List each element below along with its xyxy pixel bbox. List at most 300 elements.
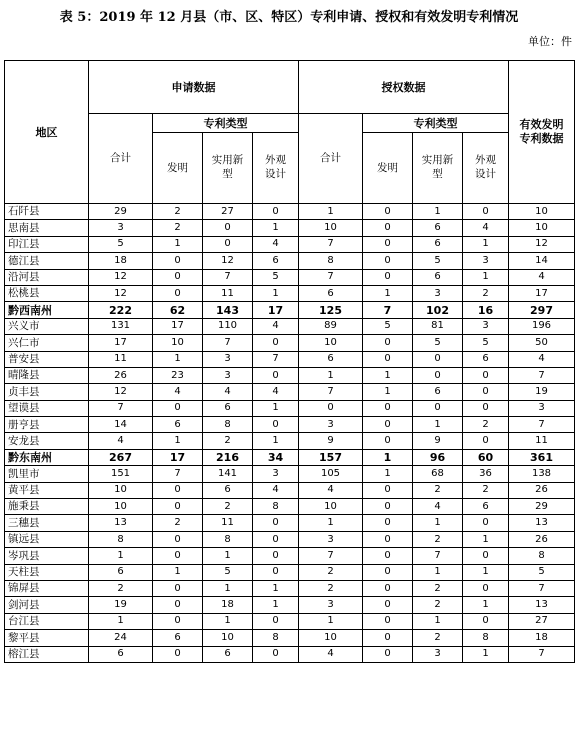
- cell-value: 0: [253, 515, 299, 531]
- table-row-subtotal: [5, 302, 575, 318]
- table-row: [5, 236, 575, 252]
- region-name: 台江县: [5, 613, 89, 629]
- cell-value: 0: [363, 515, 413, 531]
- cell-value: 3: [89, 220, 153, 236]
- cell-value: 6: [299, 285, 363, 301]
- cell-value: 5: [253, 269, 299, 285]
- cell-value: 2: [463, 285, 509, 301]
- cell-value: 0: [463, 367, 509, 383]
- cell-value: 0: [153, 285, 203, 301]
- cell-value: 0: [363, 335, 413, 351]
- cell-value: 11: [509, 433, 575, 449]
- cell-value: 8: [203, 531, 253, 547]
- cell-value: 7: [203, 269, 253, 285]
- cell-value: 1: [363, 367, 413, 383]
- cell-value: 110: [203, 318, 253, 334]
- table-row: [5, 220, 575, 236]
- region-name: 岑巩县: [5, 548, 89, 564]
- cell-value: 0: [203, 220, 253, 236]
- table-row: [5, 515, 575, 531]
- cell-value: 1: [363, 384, 413, 400]
- cell-value: 4: [509, 269, 575, 285]
- cell-value: 6: [413, 236, 463, 252]
- cell-value: 12: [89, 285, 153, 301]
- cell-value: 1: [153, 351, 203, 367]
- cell-value: 19: [89, 597, 153, 613]
- patent-table: [4, 60, 575, 663]
- cell-value: 17: [509, 285, 575, 301]
- cell-value: 143: [203, 302, 253, 318]
- cell-value: 2: [299, 564, 363, 580]
- cell-value: 0: [253, 417, 299, 433]
- cell-value: 8: [299, 253, 363, 269]
- cell-value: 1: [413, 515, 463, 531]
- cell-value: 0: [363, 597, 413, 613]
- cell-value: 3: [509, 400, 575, 416]
- cell-value: 0: [463, 204, 509, 220]
- cell-value: 222: [89, 302, 153, 318]
- cell-value: 0: [363, 269, 413, 285]
- cell-value: 0: [413, 400, 463, 416]
- cell-value: 0: [153, 531, 203, 547]
- cell-value: 18: [89, 253, 153, 269]
- region-name: 思南县: [5, 220, 89, 236]
- cell-value: 0: [363, 548, 413, 564]
- cell-value: 141: [203, 466, 253, 482]
- cell-value: 1: [153, 236, 203, 252]
- cell-value: 12: [89, 269, 153, 285]
- cell-value: 10: [299, 499, 363, 515]
- header-app-design: 外观设计: [253, 133, 299, 204]
- table-row: [5, 630, 575, 646]
- cell-value: 5: [203, 564, 253, 580]
- table-row: [5, 597, 575, 613]
- region-name: 安龙县: [5, 433, 89, 449]
- cell-value: 0: [253, 564, 299, 580]
- cell-value: 9: [299, 433, 363, 449]
- cell-value: 19: [509, 384, 575, 400]
- cell-value: 7: [299, 269, 363, 285]
- cell-value: 7: [89, 400, 153, 416]
- cell-value: 2: [463, 482, 509, 498]
- cell-value: 0: [253, 613, 299, 629]
- table-row: [5, 564, 575, 580]
- cell-value: 0: [363, 646, 413, 662]
- header-grant-invention: 发明: [363, 133, 413, 204]
- cell-value: 81: [413, 318, 463, 334]
- cell-value: 8: [203, 417, 253, 433]
- cell-value: 2: [89, 580, 153, 596]
- table-row: [5, 499, 575, 515]
- cell-value: 3: [463, 318, 509, 334]
- header-application: 申请数据: [89, 61, 299, 114]
- cell-value: 0: [363, 564, 413, 580]
- cell-value: 10: [299, 220, 363, 236]
- cell-value: 4: [509, 351, 575, 367]
- region-name: 剑河县: [5, 597, 89, 613]
- cell-value: 6: [413, 269, 463, 285]
- cell-value: 0: [363, 580, 413, 596]
- region-name: 黔西南州: [5, 302, 89, 318]
- header-app-total: 合计: [89, 114, 153, 204]
- region-name: 三穗县: [5, 515, 89, 531]
- region-name: 黄平县: [5, 482, 89, 498]
- cell-value: 0: [153, 613, 203, 629]
- cell-value: 8: [89, 531, 153, 547]
- header-app-type: 专利类型: [153, 114, 299, 133]
- cell-value: 5: [413, 335, 463, 351]
- cell-value: 0: [253, 367, 299, 383]
- cell-value: 1: [363, 466, 413, 482]
- cell-value: 27: [203, 204, 253, 220]
- cell-value: 17: [153, 449, 203, 465]
- cell-value: 10: [509, 220, 575, 236]
- cell-value: 12: [509, 236, 575, 252]
- header-grant-total: 合计: [299, 114, 363, 204]
- cell-value: 1: [253, 580, 299, 596]
- cell-value: 34: [253, 449, 299, 465]
- cell-value: 6: [203, 482, 253, 498]
- cell-value: 3: [299, 417, 363, 433]
- cell-value: 102: [413, 302, 463, 318]
- cell-value: 18: [509, 630, 575, 646]
- cell-value: 0: [153, 646, 203, 662]
- cell-value: 361: [509, 449, 575, 465]
- cell-value: 7: [363, 302, 413, 318]
- cell-value: 62: [153, 302, 203, 318]
- table-row: [5, 269, 575, 285]
- cell-value: 8: [509, 548, 575, 564]
- cell-value: 2: [463, 417, 509, 433]
- cell-value: 2: [413, 580, 463, 596]
- region-name: 榕江县: [5, 646, 89, 662]
- cell-value: 1: [413, 564, 463, 580]
- cell-value: 138: [509, 466, 575, 482]
- cell-value: 0: [363, 499, 413, 515]
- cell-value: 4: [89, 433, 153, 449]
- cell-value: 17: [89, 335, 153, 351]
- cell-value: 10: [299, 630, 363, 646]
- cell-value: 0: [153, 482, 203, 498]
- header-valid: 有效发明专利数据: [509, 61, 575, 204]
- cell-value: 6: [153, 417, 203, 433]
- cell-value: 10: [509, 204, 575, 220]
- cell-value: 6: [413, 220, 463, 236]
- table-row: [5, 646, 575, 662]
- table-row: [5, 613, 575, 629]
- cell-value: 7: [509, 580, 575, 596]
- table-row: [5, 367, 575, 383]
- table-row: [5, 335, 575, 351]
- cell-value: 2: [203, 433, 253, 449]
- cell-value: 0: [253, 531, 299, 547]
- cell-value: 4: [299, 482, 363, 498]
- table-row: [5, 580, 575, 596]
- cell-value: 3: [299, 597, 363, 613]
- cell-value: 1: [203, 580, 253, 596]
- cell-value: 0: [363, 482, 413, 498]
- cell-value: 1: [153, 564, 203, 580]
- cell-value: 10: [89, 499, 153, 515]
- header-app-utility: 实用新型: [203, 133, 253, 204]
- cell-value: 1: [203, 548, 253, 564]
- region-name: 兴仁市: [5, 335, 89, 351]
- cell-value: 5: [363, 318, 413, 334]
- cell-value: 68: [413, 466, 463, 482]
- cell-value: 4: [253, 318, 299, 334]
- header-grant-utility: 实用新型: [413, 133, 463, 204]
- cell-value: 4: [463, 220, 509, 236]
- region-name: 镇远县: [5, 531, 89, 547]
- cell-value: 12: [89, 384, 153, 400]
- table-row: [5, 548, 575, 564]
- cell-value: 1: [299, 204, 363, 220]
- cell-value: 7: [509, 646, 575, 662]
- table-row: [5, 253, 575, 269]
- cell-value: 0: [413, 351, 463, 367]
- cell-value: 11: [203, 515, 253, 531]
- cell-value: 1: [363, 285, 413, 301]
- cell-value: 13: [509, 597, 575, 613]
- table-row: [5, 285, 575, 301]
- cell-value: 2: [413, 597, 463, 613]
- cell-value: 7: [299, 236, 363, 252]
- cell-value: 4: [153, 384, 203, 400]
- cell-value: 0: [363, 220, 413, 236]
- cell-value: 8: [463, 630, 509, 646]
- cell-value: 0: [463, 580, 509, 596]
- cell-value: 6: [89, 646, 153, 662]
- cell-value: 0: [153, 400, 203, 416]
- cell-value: 17: [253, 302, 299, 318]
- header-app-invention: 发明: [153, 133, 203, 204]
- cell-value: 8: [253, 499, 299, 515]
- cell-value: 2: [413, 531, 463, 547]
- cell-value: 5: [89, 236, 153, 252]
- cell-value: 297: [509, 302, 575, 318]
- cell-value: 3: [253, 466, 299, 482]
- cell-value: 1: [463, 236, 509, 252]
- table-row: [5, 482, 575, 498]
- cell-value: 7: [413, 548, 463, 564]
- cell-value: 6: [413, 384, 463, 400]
- cell-value: 1: [299, 367, 363, 383]
- cell-value: 4: [253, 482, 299, 498]
- table-row: [5, 400, 575, 416]
- cell-value: 0: [253, 548, 299, 564]
- cell-value: 7: [299, 384, 363, 400]
- cell-value: 0: [363, 531, 413, 547]
- cell-value: 0: [203, 236, 253, 252]
- cell-value: 7: [509, 367, 575, 383]
- cell-value: 131: [89, 318, 153, 334]
- cell-value: 0: [363, 351, 413, 367]
- table-row: [5, 466, 575, 482]
- cell-value: 1: [253, 597, 299, 613]
- cell-value: 26: [509, 482, 575, 498]
- cell-value: 13: [509, 515, 575, 531]
- cell-value: 0: [153, 548, 203, 564]
- cell-value: 5: [463, 335, 509, 351]
- cell-value: 6: [203, 646, 253, 662]
- cell-value: 1: [299, 515, 363, 531]
- cell-value: 7: [203, 335, 253, 351]
- cell-value: 0: [363, 236, 413, 252]
- region-name: 石阡县: [5, 204, 89, 220]
- cell-value: 7: [253, 351, 299, 367]
- cell-value: 0: [463, 400, 509, 416]
- cell-value: 0: [253, 204, 299, 220]
- cell-value: 267: [89, 449, 153, 465]
- cell-value: 157: [299, 449, 363, 465]
- cell-value: 0: [153, 499, 203, 515]
- cell-value: 2: [153, 220, 203, 236]
- cell-value: 1: [363, 449, 413, 465]
- table-row: [5, 351, 575, 367]
- region-name: 兴义市: [5, 318, 89, 334]
- cell-value: 0: [463, 515, 509, 531]
- cell-value: 11: [203, 285, 253, 301]
- cell-value: 0: [463, 548, 509, 564]
- cell-value: 2: [153, 515, 203, 531]
- region-name: 锦屏县: [5, 580, 89, 596]
- cell-value: 36: [463, 466, 509, 482]
- table-row: [5, 531, 575, 547]
- cell-value: 96: [413, 449, 463, 465]
- cell-value: 10: [153, 335, 203, 351]
- cell-value: 18: [203, 597, 253, 613]
- cell-value: 14: [509, 253, 575, 269]
- cell-value: 216: [203, 449, 253, 465]
- cell-value: 29: [509, 499, 575, 515]
- cell-value: 0: [463, 433, 509, 449]
- cell-value: 0: [363, 253, 413, 269]
- cell-value: 6: [153, 630, 203, 646]
- header-grant: 授权数据: [299, 61, 509, 114]
- cell-value: 4: [299, 646, 363, 662]
- cell-value: 0: [153, 253, 203, 269]
- region-name: 晴隆县: [5, 367, 89, 383]
- table-body: [5, 204, 575, 663]
- cell-value: 0: [363, 204, 413, 220]
- header-grant-design: 外观设计: [463, 133, 509, 204]
- region-name: 黔东南州: [5, 449, 89, 465]
- cell-value: 11: [89, 351, 153, 367]
- table-row: [5, 204, 575, 220]
- cell-value: 1: [253, 285, 299, 301]
- cell-value: 1: [203, 613, 253, 629]
- cell-value: 196: [509, 318, 575, 334]
- cell-value: 1: [253, 220, 299, 236]
- cell-value: 105: [299, 466, 363, 482]
- table-row: [5, 384, 575, 400]
- cell-value: 7: [509, 417, 575, 433]
- cell-value: 6: [253, 253, 299, 269]
- region-name: 沿河县: [5, 269, 89, 285]
- region-name: 贞丰县: [5, 384, 89, 400]
- cell-value: 16: [463, 302, 509, 318]
- header-region: 地区: [5, 61, 89, 204]
- region-name: 印江县: [5, 236, 89, 252]
- cell-value: 7: [299, 548, 363, 564]
- cell-value: 1: [463, 597, 509, 613]
- cell-value: 1: [299, 613, 363, 629]
- cell-value: 0: [153, 269, 203, 285]
- unit-label: 单位：件: [528, 35, 572, 48]
- cell-value: 23: [153, 367, 203, 383]
- cell-value: 10: [299, 335, 363, 351]
- table-row: [5, 433, 575, 449]
- cell-value: 0: [363, 400, 413, 416]
- region-name: 册亨县: [5, 417, 89, 433]
- cell-value: 26: [509, 531, 575, 547]
- cell-value: 3: [203, 367, 253, 383]
- table-row: [5, 417, 575, 433]
- cell-value: 13: [89, 515, 153, 531]
- cell-value: 0: [413, 367, 463, 383]
- table-row-subtotal: [5, 449, 575, 465]
- cell-value: 6: [89, 564, 153, 580]
- region-name: 普安县: [5, 351, 89, 367]
- cell-value: 1: [253, 400, 299, 416]
- cell-value: 60: [463, 449, 509, 465]
- cell-value: 1: [153, 433, 203, 449]
- cell-value: 17: [153, 318, 203, 334]
- cell-value: 2: [413, 630, 463, 646]
- region-name: 松桃县: [5, 285, 89, 301]
- cell-value: 0: [153, 597, 203, 613]
- cell-value: 5: [413, 253, 463, 269]
- cell-value: 2: [413, 482, 463, 498]
- cell-value: 0: [463, 384, 509, 400]
- cell-value: 3: [413, 285, 463, 301]
- cell-value: 89: [299, 318, 363, 334]
- cell-value: 1: [413, 613, 463, 629]
- cell-value: 0: [363, 613, 413, 629]
- header-grant-type: 专利类型: [363, 114, 509, 133]
- cell-value: 0: [153, 580, 203, 596]
- cell-value: 0: [363, 630, 413, 646]
- region-name: 天柱县: [5, 564, 89, 580]
- region-name: 黎平县: [5, 630, 89, 646]
- cell-value: 10: [89, 482, 153, 498]
- cell-value: 3: [299, 531, 363, 547]
- cell-value: 1: [413, 204, 463, 220]
- cell-value: 2: [299, 580, 363, 596]
- cell-value: 4: [253, 236, 299, 252]
- cell-value: 24: [89, 630, 153, 646]
- cell-value: 0: [253, 335, 299, 351]
- cell-value: 10: [203, 630, 253, 646]
- region-name: 施秉县: [5, 499, 89, 515]
- cell-value: 0: [363, 433, 413, 449]
- cell-value: 1: [89, 548, 153, 564]
- cell-value: 4: [253, 384, 299, 400]
- cell-value: 6: [203, 400, 253, 416]
- cell-value: 3: [413, 646, 463, 662]
- cell-value: 3: [203, 351, 253, 367]
- cell-value: 27: [509, 613, 575, 629]
- table-row: [5, 318, 575, 334]
- region-name: 凯里市: [5, 466, 89, 482]
- cell-value: 125: [299, 302, 363, 318]
- cell-value: 0: [299, 400, 363, 416]
- cell-value: 4: [203, 384, 253, 400]
- region-name: 望谟县: [5, 400, 89, 416]
- cell-value: 29: [89, 204, 153, 220]
- page-title: 表 5：2019 年 12 月县（市、区、特区）专利申请、授权和有效发明专利情况: [59, 10, 519, 25]
- cell-value: 9: [413, 433, 463, 449]
